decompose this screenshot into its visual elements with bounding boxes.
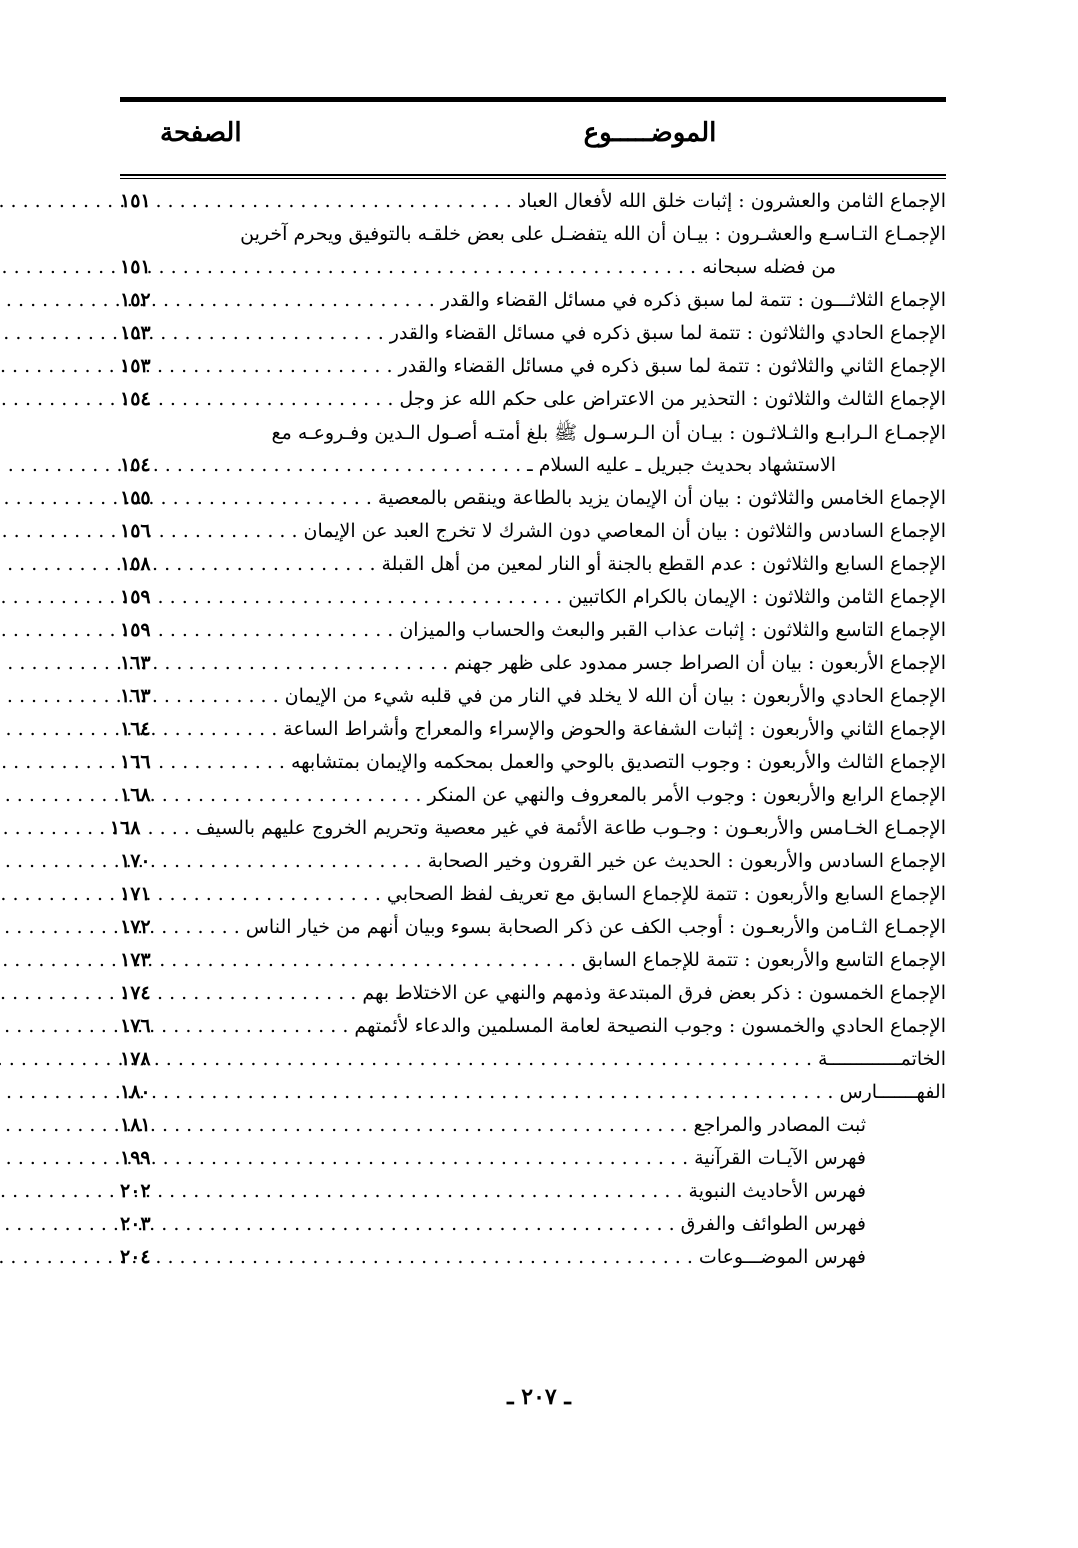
- leader-dots: [180, 322, 384, 344]
- leader-dots: [170, 817, 190, 839]
- entry-title: من فضله سبحانه: [702, 256, 836, 278]
- entry-title: فهرس الموضـــوعات: [698, 1246, 866, 1268]
- entry-page: ١٦٨: [109, 817, 141, 839]
- toc-entry: [120, 883, 946, 916]
- entry-page: ١٦٨: [120, 784, 151, 806]
- entry-title: فهرس الآيـات القرآنية: [694, 1147, 866, 1169]
- leader-dots: [180, 619, 393, 641]
- entry-title: الإجماع السابع والثلاثون : عدم القطع بالجنة أو النار لمعين من أهل القبلة: [381, 553, 946, 575]
- toc-entry: [120, 982, 946, 1015]
- entry-page: ١٧٤: [120, 982, 151, 1004]
- entry-title: الإجماع السابع والأربعون : تتمة للإجماع السابق مع تعريف لفظ الصحابي: [386, 883, 946, 905]
- entry-title: الفهـــــــارس: [839, 1081, 946, 1103]
- leader-dots: [180, 256, 696, 278]
- entry-title: الخاتمـــــــــــــة: [818, 1048, 946, 1070]
- leader-dots: [180, 454, 521, 476]
- entry-page: ٢٠٣: [120, 1213, 151, 1235]
- entry-title: الإجماع التاسع والثلاثون : إثبات عذاب القبر والبعث والحساب والميزان: [399, 619, 946, 641]
- entry-title: الإجماع السادس والثلاثون : بيان أن المعاصي دون الشرك لا تخرج العبد عن الإيمان: [303, 520, 946, 542]
- toc-entry-continuation: [120, 256, 946, 289]
- leader-dots: [180, 1213, 675, 1235]
- toc-entry: [120, 586, 946, 619]
- entry-title: الإجماع الثالث والثلاثون : التحذير من الاعتراض على حكم الله عز وجل: [399, 388, 946, 410]
- leader-dots: [180, 520, 298, 542]
- entry-page: ١٧٢: [120, 916, 151, 938]
- leader-dots: [180, 751, 285, 773]
- leader-dots: [180, 487, 372, 509]
- toc-entry: [120, 850, 946, 883]
- page-column-header: الصفحة: [160, 118, 242, 148]
- toc-subentry: [120, 1246, 946, 1279]
- entry-title: الإجماع الثامن والثلاثون : الإيمان بالكرام الكاتبين: [568, 586, 946, 608]
- toc-subentry: [120, 1213, 946, 1246]
- entry-title: الإجمـاع التـاسـع والعشـرون : بيـان أن الله يتفضـل على بعض خلقـه بالتوفيق ويحرم آخرين: [240, 223, 946, 245]
- entry-title: فهرس الطوائف والفرق: [680, 1213, 866, 1235]
- leader-dots: [180, 355, 393, 377]
- entry-title: الإجمـاع الخـامس والأربعـون : وجـوب طاعة الأئمة في غير معصية وتحريم الخروج عليهم بالسيف: [195, 817, 946, 839]
- entry-title: الإجماع التاسع والأربعون : تتمة للإجماع السابق: [581, 949, 946, 971]
- toc-entry: [120, 1081, 946, 1114]
- entry-title: الإجماع الحادي والثلاثون : تتمة لما سبق ذكره في مسائل القضاء والقدر: [389, 322, 946, 344]
- entry-page: ٢٠٤: [120, 1246, 151, 1268]
- toc-entry: [109, 817, 946, 850]
- toc-entry: [120, 1048, 946, 1081]
- entry-page: ١٥٢: [120, 289, 151, 311]
- entry-page: ١٥٨: [120, 553, 151, 575]
- entry-page: ١٥٥: [120, 487, 151, 509]
- leader-dots: [180, 1015, 348, 1037]
- toc-entry: [120, 916, 946, 949]
- toc-entry: [120, 619, 946, 652]
- leader-dots: [180, 1081, 833, 1103]
- leader-dots: [180, 982, 356, 1004]
- toc-entry: [120, 388, 946, 421]
- toc-entry: [120, 190, 946, 223]
- toc-entry: [120, 718, 946, 751]
- leader-dots: [180, 784, 421, 806]
- page-number: ـ ٢٠٧ ـ: [507, 1384, 571, 1410]
- entry-page: ١٨١: [120, 1114, 151, 1136]
- leader-dots: [180, 850, 422, 872]
- toc-entry: [120, 223, 946, 256]
- entry-page: ١٦٣: [120, 652, 151, 674]
- entry-page: ١٥٤: [120, 454, 151, 476]
- toc-entry: [120, 289, 946, 322]
- entry-title: الإجماع الثاني والثلاثون : تتمة لما سبق ذكره في مسائل القضاء والقدر: [398, 355, 946, 377]
- entry-page: ١٥١: [120, 190, 151, 212]
- leader-dots: [180, 586, 562, 608]
- entry-title: الإجماع الثامن والعشرون : إثبات خلق الله لأفعال العباد: [517, 190, 946, 212]
- leader-dots: [180, 1114, 687, 1136]
- toc-subentry: [120, 1180, 946, 1213]
- leader-dots: [180, 1180, 683, 1202]
- entry-page: ١٥١: [120, 256, 151, 278]
- toc-entry: [120, 520, 946, 553]
- entry-page: ١٥٣: [120, 355, 151, 377]
- leader-dots: [180, 1246, 693, 1268]
- leader-dots: [180, 190, 512, 212]
- toc-list: [109, 190, 946, 1279]
- entry-page: ٢٠٢: [120, 1180, 151, 1202]
- leader-dots: [180, 718, 277, 740]
- entry-page: ١٦٦: [120, 751, 151, 773]
- entry-title: الإجماع السادس والأربعون : الحديث عن خير القرون وخير الصحابة: [427, 850, 946, 872]
- leader-dots: [180, 652, 448, 674]
- toc-entry: [120, 421, 946, 454]
- entry-page: ١٧١: [120, 883, 151, 905]
- leader-dots: [180, 1147, 688, 1169]
- toc-entry-continuation: [120, 454, 946, 487]
- entry-page: ١٧٨: [120, 1048, 151, 1070]
- entry-page: ١٨٠: [120, 1081, 151, 1103]
- entry-page: ١٥٩: [120, 619, 151, 641]
- entry-title: الإجماع الثلاثـــون : تتمة لما سبق ذكره في مسائل القضاء والقدر: [440, 289, 946, 311]
- entry-page: ١٩٩: [120, 1147, 151, 1169]
- leader-dots: [180, 949, 576, 971]
- entry-title: الإجماع الخمسون : ذكر بعض فرق المبتدعة وذمهم والنهي عن الاختلاط بهم: [362, 982, 946, 1004]
- toc-entry: [120, 751, 946, 784]
- toc-entry: [120, 784, 946, 817]
- toc-entry: [120, 322, 946, 355]
- entry-page: ١٥٩: [120, 586, 151, 608]
- entry-title: الإجمـاع الثـامن والأربعـون : أوجب الكف عن ذكر الصحابة بسوء وبيان أنهم من خيار الناس: [245, 916, 946, 938]
- entry-title: الإجماع الرابع والأربعون : وجوب الأمر بالمعروف والنهي عن المنكر: [427, 784, 946, 806]
- entry-title: الاستشهاد بحديث جبريل ـ عليه السلام ـ: [527, 454, 836, 476]
- entry-title: الإجماع الأربعون : بيان أن الصراط جسر ممدود على ظهر جهنم: [454, 652, 946, 674]
- toc-entry: [120, 487, 946, 520]
- entry-page: ١٥٦: [120, 520, 151, 542]
- entry-page: ١٧٣: [120, 949, 151, 971]
- top-rule: [120, 97, 946, 102]
- topic-column-header: الموضـــــوع: [583, 118, 717, 148]
- toc-entry: [120, 1015, 946, 1048]
- entry-page: ١٦٤: [120, 718, 151, 740]
- entry-title: الإجماع الثالث والأربعون : وجوب التصديق بالوحي والعمل بمحكمه والإيمان بمتشابهه: [290, 751, 946, 773]
- toc-entry: [120, 685, 946, 718]
- leader-dots: [180, 289, 435, 311]
- toc-entry: [120, 355, 946, 388]
- leader-dots: [180, 916, 240, 938]
- entry-page: ١٧٠: [120, 850, 151, 872]
- entry-page: ١٥٣: [120, 322, 151, 344]
- leader-dots: [180, 883, 381, 905]
- entry-title: الإجماع الثاني والأربعون : إثبات الشفاعة والحوض والإسراء والمعراج وأشراط الساعة: [283, 718, 946, 740]
- toc-entry: [120, 652, 946, 685]
- leader-dots: [180, 685, 279, 707]
- leader-dots: [180, 388, 393, 410]
- entry-title: ثبت المصادر والمراجع: [693, 1114, 866, 1136]
- entry-title: الإجماع الخامس والثلاثون : بيان أن الإيمان يزيد بالطاعة وينقص بالمعصية: [377, 487, 946, 509]
- header-rule: [120, 174, 946, 176]
- entry-title: الإجمـاع الـرابـع والثـلاثـون : بيـان أن الـرسـول ﷺ بلغ أمتـه أصـول الـدين وفـروعـه مع: [271, 422, 946, 444]
- entry-page: ١٦٣: [120, 685, 151, 707]
- toc-subentry: [120, 1147, 946, 1180]
- toc-entry: [120, 553, 946, 586]
- toc-entry: [120, 949, 946, 982]
- entry-title: الإجماع الحادي والأربعون : بيان أن الله لا يخلد في النار من في قلبه شيء من الإيمان: [284, 685, 946, 707]
- entry-page: ١٥٤: [120, 388, 151, 410]
- toc-subentry: [120, 1114, 946, 1147]
- leader-dots: [180, 1048, 812, 1070]
- entry-title: الإجماع الحادي والخمسون : وجوب النصيحة لعامة المسلمين والدعاء لأئمتهم: [354, 1015, 946, 1037]
- leader-dots: [180, 553, 376, 575]
- entry-title: فهرس الأحاديث النبوية: [688, 1180, 866, 1202]
- entry-page: ١٧٦: [120, 1015, 151, 1037]
